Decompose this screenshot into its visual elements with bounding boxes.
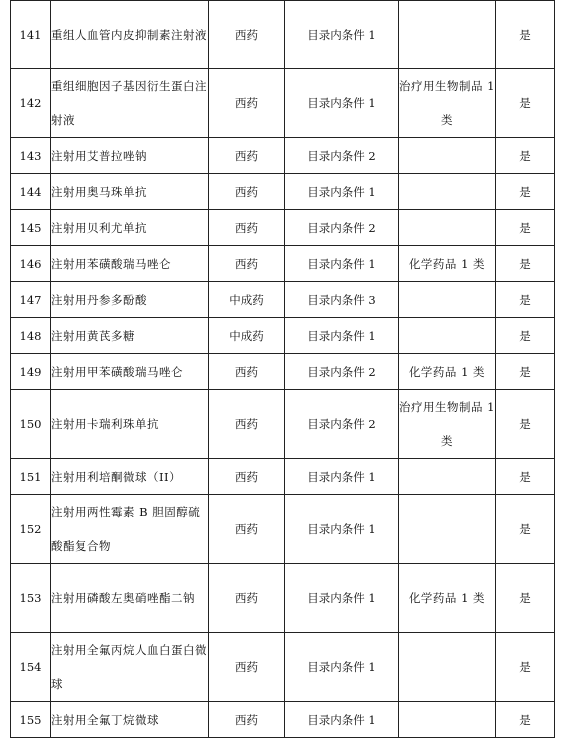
drug-type: 西药 [209, 1, 285, 69]
row-number: 148 [11, 318, 51, 354]
drug-name: 注射用贝利尤单抗 [51, 210, 209, 246]
flag-value: 是 [496, 210, 555, 246]
flag-value: 是 [496, 318, 555, 354]
table-row [11, 174, 555, 210]
table-row [11, 282, 555, 318]
drug-name: 重组人血管内皮抑制素注射液 [51, 1, 209, 69]
catalog-condition: 目录内条件 2 [285, 354, 399, 390]
drug-name: 注射用艾普拉唑钠 [51, 138, 209, 174]
flag-value: 是 [496, 495, 555, 564]
drug-class [399, 318, 496, 354]
catalog-condition: 目录内条件 1 [285, 564, 399, 633]
drug-name: 注射用卡瑞利珠单抗 [51, 390, 209, 459]
catalog-condition: 目录内条件 2 [285, 138, 399, 174]
flag-value: 是 [496, 564, 555, 633]
row-number: 145 [11, 210, 51, 246]
drug-name: 注射用两性霉素 B 胆固醇硫酸酯复合物 [51, 495, 209, 564]
drug-type: 中成药 [209, 318, 285, 354]
table-row [11, 1, 555, 69]
catalog-condition: 目录内条件 1 [285, 459, 399, 495]
catalog-condition: 目录内条件 2 [285, 390, 399, 459]
table-row [11, 318, 555, 354]
drug-class [399, 633, 496, 702]
drug-type: 西药 [209, 702, 285, 738]
catalog-condition: 目录内条件 1 [285, 69, 399, 138]
catalog-condition: 目录内条件 2 [285, 210, 399, 246]
flag-value: 是 [496, 1, 555, 69]
table-row [11, 459, 555, 495]
flag-value: 是 [496, 246, 555, 282]
drug-type: 西药 [209, 138, 285, 174]
drug-class: 化学药品 1 类 [399, 564, 496, 633]
table-body [11, 1, 555, 738]
row-number: 141 [11, 1, 51, 69]
row-number: 149 [11, 354, 51, 390]
drug-class [399, 459, 496, 495]
drug-class [399, 1, 496, 69]
flag-value: 是 [496, 633, 555, 702]
drug-name: 注射用黄芪多糖 [51, 318, 209, 354]
drug-type: 西药 [209, 69, 285, 138]
drug-type: 西药 [209, 390, 285, 459]
catalog-condition: 目录内条件 3 [285, 282, 399, 318]
table-row [11, 564, 555, 633]
drug-name: 注射用全氟丁烷微球 [51, 702, 209, 738]
row-number: 155 [11, 702, 51, 738]
drug-class [399, 495, 496, 564]
catalog-condition: 目录内条件 1 [285, 633, 399, 702]
drug-name: 注射用利培酮微球（II） [51, 459, 209, 495]
drug-type: 西药 [209, 564, 285, 633]
catalog-condition: 目录内条件 1 [285, 1, 399, 69]
catalog-condition: 目录内条件 1 [285, 318, 399, 354]
drug-class [399, 138, 496, 174]
table-row [11, 210, 555, 246]
drug-class: 治疗用生物制品 1 类 [399, 69, 496, 138]
table-row [11, 633, 555, 702]
flag-value: 是 [496, 354, 555, 390]
drug-name: 重组细胞因子基因衍生蛋白注射液 [51, 69, 209, 138]
drug-name: 注射用奥马珠单抗 [51, 174, 209, 210]
drug-class [399, 702, 496, 738]
drug-type: 西药 [209, 246, 285, 282]
drug-type: 西药 [209, 459, 285, 495]
drug-name: 注射用全氟丙烷人血白蛋白微球 [51, 633, 209, 702]
flag-value: 是 [496, 282, 555, 318]
row-number: 153 [11, 564, 51, 633]
row-number: 151 [11, 459, 51, 495]
row-number: 142 [11, 69, 51, 138]
drug-class: 化学药品 1 类 [399, 246, 496, 282]
drug-name: 注射用丹参多酚酸 [51, 282, 209, 318]
drug-name: 注射用甲苯磺酸瑞马唑仑 [51, 354, 209, 390]
flag-value: 是 [496, 390, 555, 459]
table-row [11, 702, 555, 738]
catalog-condition: 目录内条件 1 [285, 174, 399, 210]
row-number: 143 [11, 138, 51, 174]
drug-name: 注射用磷酸左奥硝唑酯二钠 [51, 564, 209, 633]
flag-value: 是 [496, 69, 555, 138]
drug-class [399, 174, 496, 210]
row-number: 147 [11, 282, 51, 318]
flag-value: 是 [496, 459, 555, 495]
drug-type: 西药 [209, 354, 285, 390]
table-row [11, 354, 555, 390]
catalog-condition: 目录内条件 1 [285, 246, 399, 282]
row-number: 146 [11, 246, 51, 282]
drug-class [399, 282, 496, 318]
catalog-condition: 目录内条件 1 [285, 495, 399, 564]
catalog-condition: 目录内条件 1 [285, 702, 399, 738]
flag-value: 是 [496, 702, 555, 738]
flag-value: 是 [496, 174, 555, 210]
row-number: 144 [11, 174, 51, 210]
drug-type: 西药 [209, 633, 285, 702]
flag-value: 是 [496, 138, 555, 174]
drug-name: 注射用苯磺酸瑞马唑仑 [51, 246, 209, 282]
table-row [11, 495, 555, 564]
row-number: 150 [11, 390, 51, 459]
row-number: 152 [11, 495, 51, 564]
drug-class: 治疗用生物制品 1 类 [399, 390, 496, 459]
row-number: 154 [11, 633, 51, 702]
table-row [11, 138, 555, 174]
table-row [11, 246, 555, 282]
drug-type: 西药 [209, 210, 285, 246]
drug-class: 化学药品 1 类 [399, 354, 496, 390]
drug-class [399, 210, 496, 246]
drug-list-table [10, 0, 555, 738]
drug-type: 西药 [209, 495, 285, 564]
drug-type: 西药 [209, 174, 285, 210]
drug-type: 中成药 [209, 282, 285, 318]
table-row [11, 69, 555, 138]
table-row [11, 390, 555, 459]
